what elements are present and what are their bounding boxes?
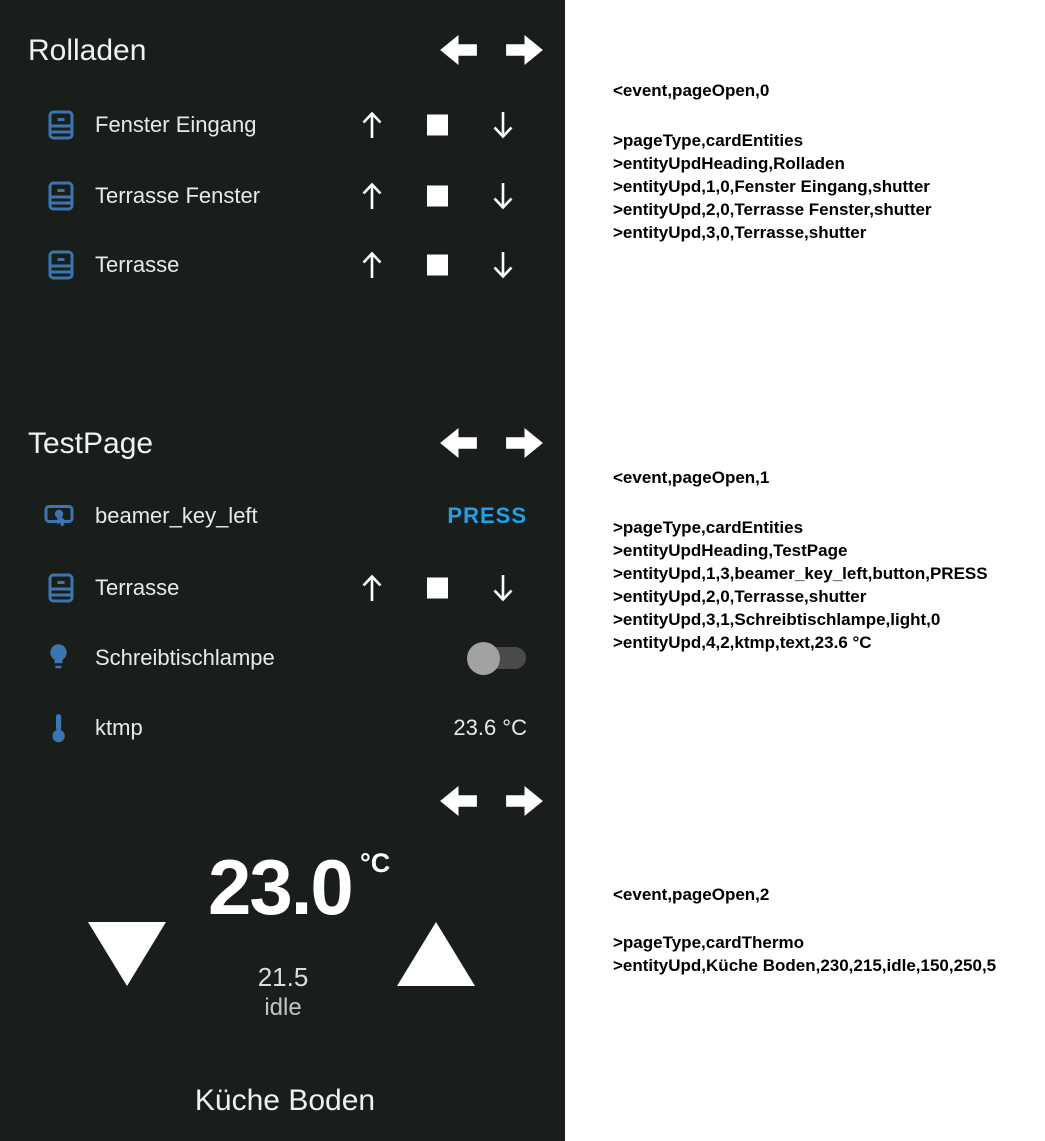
- protocol-line: >entityUpd,2,0,Terrasse,shutter: [613, 587, 867, 606]
- entity-label: Terrasse: [95, 575, 180, 600]
- protocol-block: [613, 931, 1043, 977]
- target-temperature: 21.5: [257, 962, 309, 992]
- entity-row-shutter: [0, 103, 565, 147]
- shutter-stop-button[interactable]: [427, 186, 448, 207]
- page-title-testpage: TestPage: [28, 427, 154, 460]
- protocol-line: >entityUpd,1,0,Fenster Eingang,shutter: [613, 177, 930, 196]
- entity-row-shutter: [0, 174, 565, 218]
- shutter-down-button[interactable]: [491, 573, 515, 603]
- window-shutter-icon: [48, 573, 74, 603]
- shutter-down-button[interactable]: [491, 250, 515, 280]
- shutter-down-button[interactable]: [491, 181, 515, 211]
- hvac-state: idle: [264, 994, 302, 1021]
- protocol-line: >pageType,cardThermo: [613, 933, 804, 952]
- entity-label: Terrasse Fenster: [95, 183, 261, 208]
- light-toggle-switch[interactable]: [472, 647, 526, 669]
- nav-left-arrow[interactable]: [440, 786, 477, 816]
- shutter-up-button[interactable]: [360, 250, 384, 280]
- entity-label: ktmp: [95, 715, 143, 740]
- sensor-value: 23.6 °C: [453, 715, 527, 740]
- protocol-line: >entityUpd,3,0,Terrasse,shutter: [613, 223, 867, 242]
- protocol-line: >entityUpd,Küche Boden,230,215,idle,150,250,5: [613, 956, 997, 975]
- protocol-event-line: <event,pageOpen,2: [613, 885, 770, 904]
- shutter-stop-button[interactable]: [427, 255, 448, 276]
- shutter-stop-button[interactable]: [427, 578, 448, 599]
- entity-row-button: [0, 494, 565, 538]
- protocol-line: >entityUpdHeading,Rolladen: [613, 154, 845, 173]
- thermometer-icon: [50, 712, 67, 744]
- protocol-line: >entityUpd,2,0,Terrasse Fenster,shutter: [613, 200, 932, 219]
- nav-left-arrow[interactable]: [440, 428, 477, 458]
- entity-label: beamer_key_left: [95, 503, 258, 528]
- shutter-stop-button[interactable]: [427, 115, 448, 136]
- protocol-line: >pageType,cardEntities: [613, 518, 804, 537]
- entity-label: Fenster Eingang: [95, 112, 257, 137]
- protocol-line: >entityUpd,1,3,beamer_key_left,button,PRESS: [613, 564, 988, 583]
- thermo-entity-name: Küche Boden: [194, 1084, 376, 1117]
- shutter-up-button[interactable]: [360, 573, 384, 603]
- protocol-line: >pageType,cardEntities: [613, 131, 804, 150]
- shutter-up-button[interactable]: [360, 181, 384, 211]
- entity-row-text: [0, 706, 565, 750]
- protocol-line: >entityUpd,4,2,ktmp,text,23.6 °C: [613, 633, 872, 652]
- gesture-tap-button-icon: [44, 502, 74, 530]
- temp-decrease-button[interactable]: [88, 922, 166, 986]
- entity-row-light: [0, 636, 565, 680]
- entity-row-shutter: [0, 566, 565, 610]
- current-temperature: 23.0: [208, 843, 352, 931]
- protocol-block: [613, 129, 1043, 244]
- nav-right-arrow[interactable]: [506, 786, 543, 816]
- protocol-event-line: <event,pageOpen,0: [613, 81, 770, 100]
- protocol-line: >entityUpd,3,1,Schreibtischlampe,light,0: [613, 610, 941, 629]
- protocol-event-line: <event,pageOpen,1: [613, 468, 770, 487]
- window-shutter-icon: [48, 181, 74, 211]
- protocol-line: >entityUpdHeading,TestPage: [613, 541, 848, 560]
- press-button[interactable]: PRESS: [447, 503, 527, 528]
- entity-row-shutter: [0, 243, 565, 287]
- entity-label: Schreibtischlampe: [95, 645, 275, 670]
- entity-label: Terrasse: [95, 252, 180, 277]
- shutter-down-button[interactable]: [491, 110, 515, 140]
- nav-left-arrow[interactable]: [440, 35, 477, 65]
- temp-increase-button[interactable]: [397, 922, 475, 986]
- nav-right-arrow[interactable]: [506, 35, 543, 65]
- toggle-knob: [467, 642, 500, 675]
- nav-right-arrow[interactable]: [506, 428, 543, 458]
- protocol-block: [613, 516, 1043, 654]
- page-title-rolladen: Rolladen: [28, 34, 147, 67]
- temperature-unit: °C: [360, 848, 391, 878]
- window-shutter-icon: [48, 250, 74, 280]
- lightbulb-icon: [47, 643, 70, 674]
- window-shutter-icon: [48, 110, 74, 140]
- shutter-up-button[interactable]: [360, 110, 384, 140]
